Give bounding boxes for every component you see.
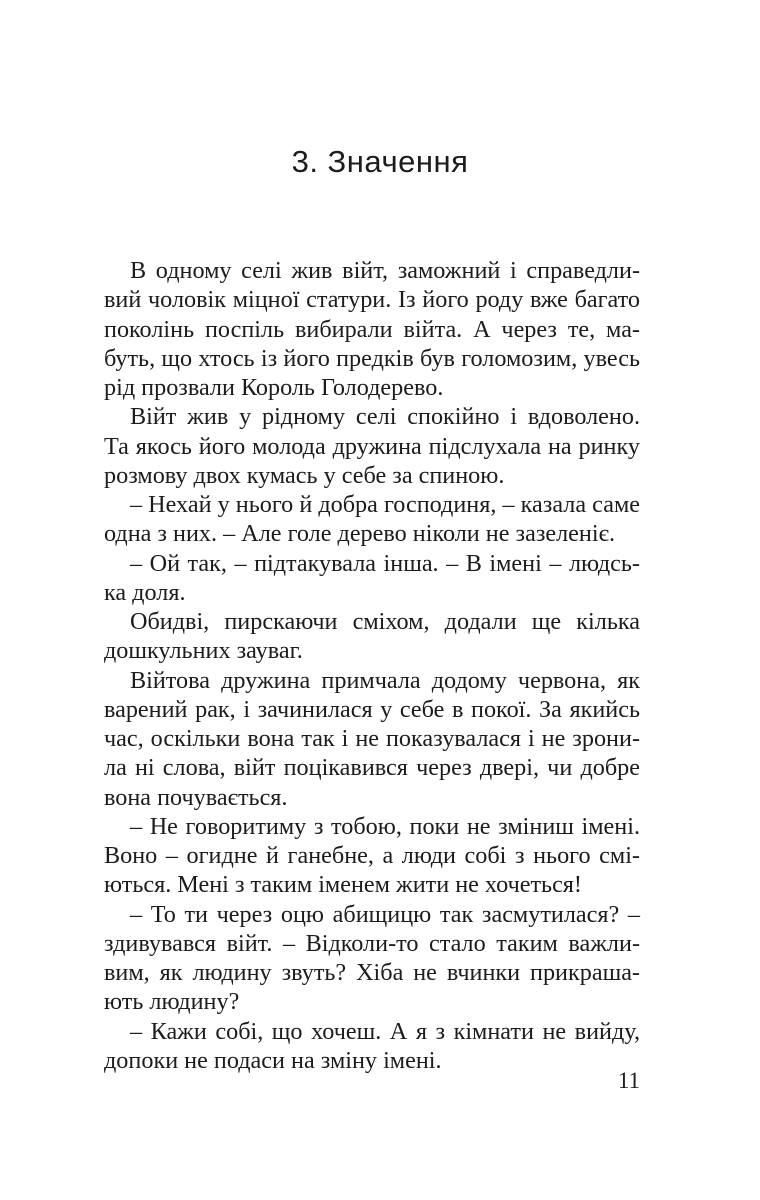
text-line: вим, як людину звуть? Хіба не вчинки прикраша-: [104, 959, 640, 986]
text-line: варений рак, і зачинилася у себе в покої. За якийсь: [104, 695, 640, 723]
text-line: дошкульних зауваг.: [104, 637, 303, 665]
text-line: вона почувається.: [104, 783, 288, 811]
text-line: допоки не подаси на зміну імені.: [104, 1046, 442, 1074]
text-line: – Кажи собі, що хочеш. А я з кімнати не вийду,: [130, 1017, 640, 1045]
text-line: ка доля.: [104, 578, 186, 606]
text-line: одна з них. – Але голе дерево ніколи не зазеленіє.: [104, 520, 616, 548]
chapter-title: 3. Значення: [291, 144, 469, 179]
text-line: буть, що хтось із його предків був голомозим, увесь: [104, 344, 640, 372]
text-line: Та якось його молода дружина підслухала на ринку: [104, 432, 640, 460]
text-line: Війт жив у рідному селі спокійно і вдоволено.: [130, 403, 640, 431]
text-line: ють людину?: [104, 988, 240, 1016]
text-line: рід прозвали Король Голодерево.: [104, 374, 444, 401]
text-line: – Ой так, – підтакувала інша. – В імені – людсь-: [130, 549, 640, 577]
text-line: розмову двох кумась у себе за спиною.: [104, 461, 505, 489]
text-line: Обидві, пирскаючи сміхом, додали ще кілька: [130, 608, 640, 635]
story-text: [104, 256, 640, 1075]
text-line: ються. Мені з таким іменем жити не хочеться!: [104, 871, 582, 899]
text-line: час, оскільки вона так і не показувалася і не зрони-: [104, 725, 640, 752]
text-line: В одному селі жив війт, заможний і справедли-: [130, 257, 640, 284]
text-line: – Не говоритиму з тобою, поки не зміниш імені.: [130, 812, 640, 840]
text-line: – Нехай у нього й добра господиня, – казала саме: [130, 491, 640, 518]
text-line: поколінь поспіль вибирали війта. А через те, ма-: [104, 315, 640, 343]
text-line: Війтова дружина примчала додому червона, як: [130, 666, 640, 694]
text-line: Воно – огидне й ганебне, а люди собі з нього смі-: [104, 842, 640, 869]
text-line: – То ти через оцю абищицю так засмутилася? –: [130, 900, 640, 928]
text-line: вий чоловік міцної статури. Із його роду вже багато: [104, 286, 640, 314]
text-line: здивувався війт. – Відколи-то стало таким важли-: [104, 929, 640, 957]
page-number: 11: [617, 1068, 640, 1093]
text-line: ла ні слова, війт поцікавився через двері, чи добре: [104, 754, 640, 782]
